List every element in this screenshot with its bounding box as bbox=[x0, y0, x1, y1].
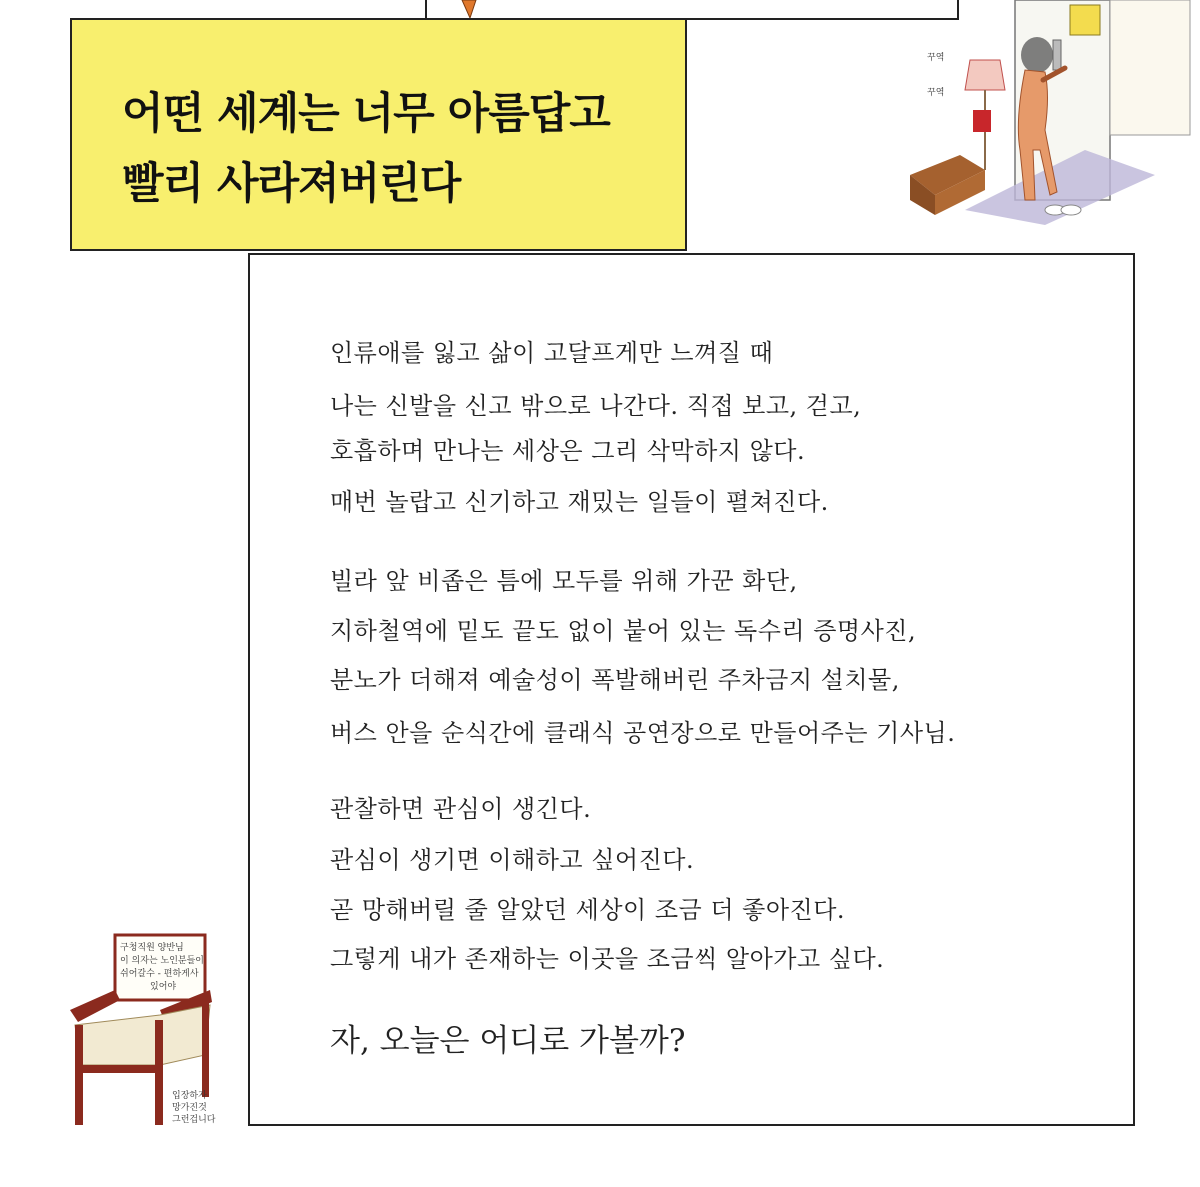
title-line-1: 어떤 세계는 너무 아름답고 bbox=[122, 89, 610, 139]
body-line: 분노가 더해져 예술성이 폭발해버린 주차금지 설치물, bbox=[330, 666, 900, 694]
body-line: 빌라 앞 비좁은 틈에 모두를 위해 가꾼 화단, bbox=[330, 567, 798, 595]
title-line-2: 빨리 사라져버린다 bbox=[122, 159, 461, 209]
body-line: 호흡하며 만나는 세상은 그리 삭막하지 않다. bbox=[330, 437, 806, 465]
chair-note-line: 그런겁니다 bbox=[172, 1115, 216, 1125]
chair-note-line: 입장하자 bbox=[172, 1091, 207, 1101]
chair-sign-line: 구청직원 양반님 bbox=[120, 943, 184, 953]
chair-sign-line: 쉬어갈수 - 편하게사 bbox=[120, 969, 199, 979]
door-sound-text-2: 꾸역 bbox=[927, 88, 945, 98]
chair-sign-line: 있어야 bbox=[150, 982, 177, 992]
body-line: 관심이 생기면 이해하고 싶어진다. bbox=[330, 846, 695, 874]
chair-sign-line: 이 의자는 노인분들이 bbox=[120, 956, 204, 966]
title-box bbox=[70, 18, 687, 251]
carrot-illustration bbox=[458, 0, 480, 18]
text-box bbox=[248, 253, 1135, 1126]
body-line: 그렇게 내가 존재하는 이곳을 조금씩 알아가고 싶다. bbox=[330, 945, 885, 973]
top-panel-frame bbox=[425, 0, 959, 20]
body-line: 매번 놀랍고 신기하고 재밌는 일들이 펼쳐진다. bbox=[330, 488, 829, 516]
body-line: 버스 안을 순식간에 클래식 공연장으로 만들어주는 기사님. bbox=[330, 719, 956, 747]
door-person-illustration bbox=[905, 0, 1195, 230]
body-line: 지하철역에 밑도 끝도 없이 붙어 있는 독수리 증명사진, bbox=[330, 617, 917, 645]
body-line: 나는 신발을 신고 밖으로 나간다. 직접 보고, 걷고, bbox=[330, 392, 862, 420]
chair-note-line: 망가진것 bbox=[172, 1103, 207, 1113]
body-line: 곧 망해버릴 줄 알았던 세상이 조금 더 좋아진다. bbox=[330, 896, 846, 924]
closing-line: 자, 오늘은 어디로 가볼까? bbox=[330, 1023, 686, 1059]
chair-illustration bbox=[60, 930, 230, 1130]
body-line: 관찰하면 관심이 생긴다. bbox=[330, 795, 592, 823]
door-sound-text-1: 꾸역 bbox=[927, 53, 945, 63]
body-line: 인류애를 잃고 삶이 고달프게만 느껴질 때 bbox=[330, 339, 774, 367]
